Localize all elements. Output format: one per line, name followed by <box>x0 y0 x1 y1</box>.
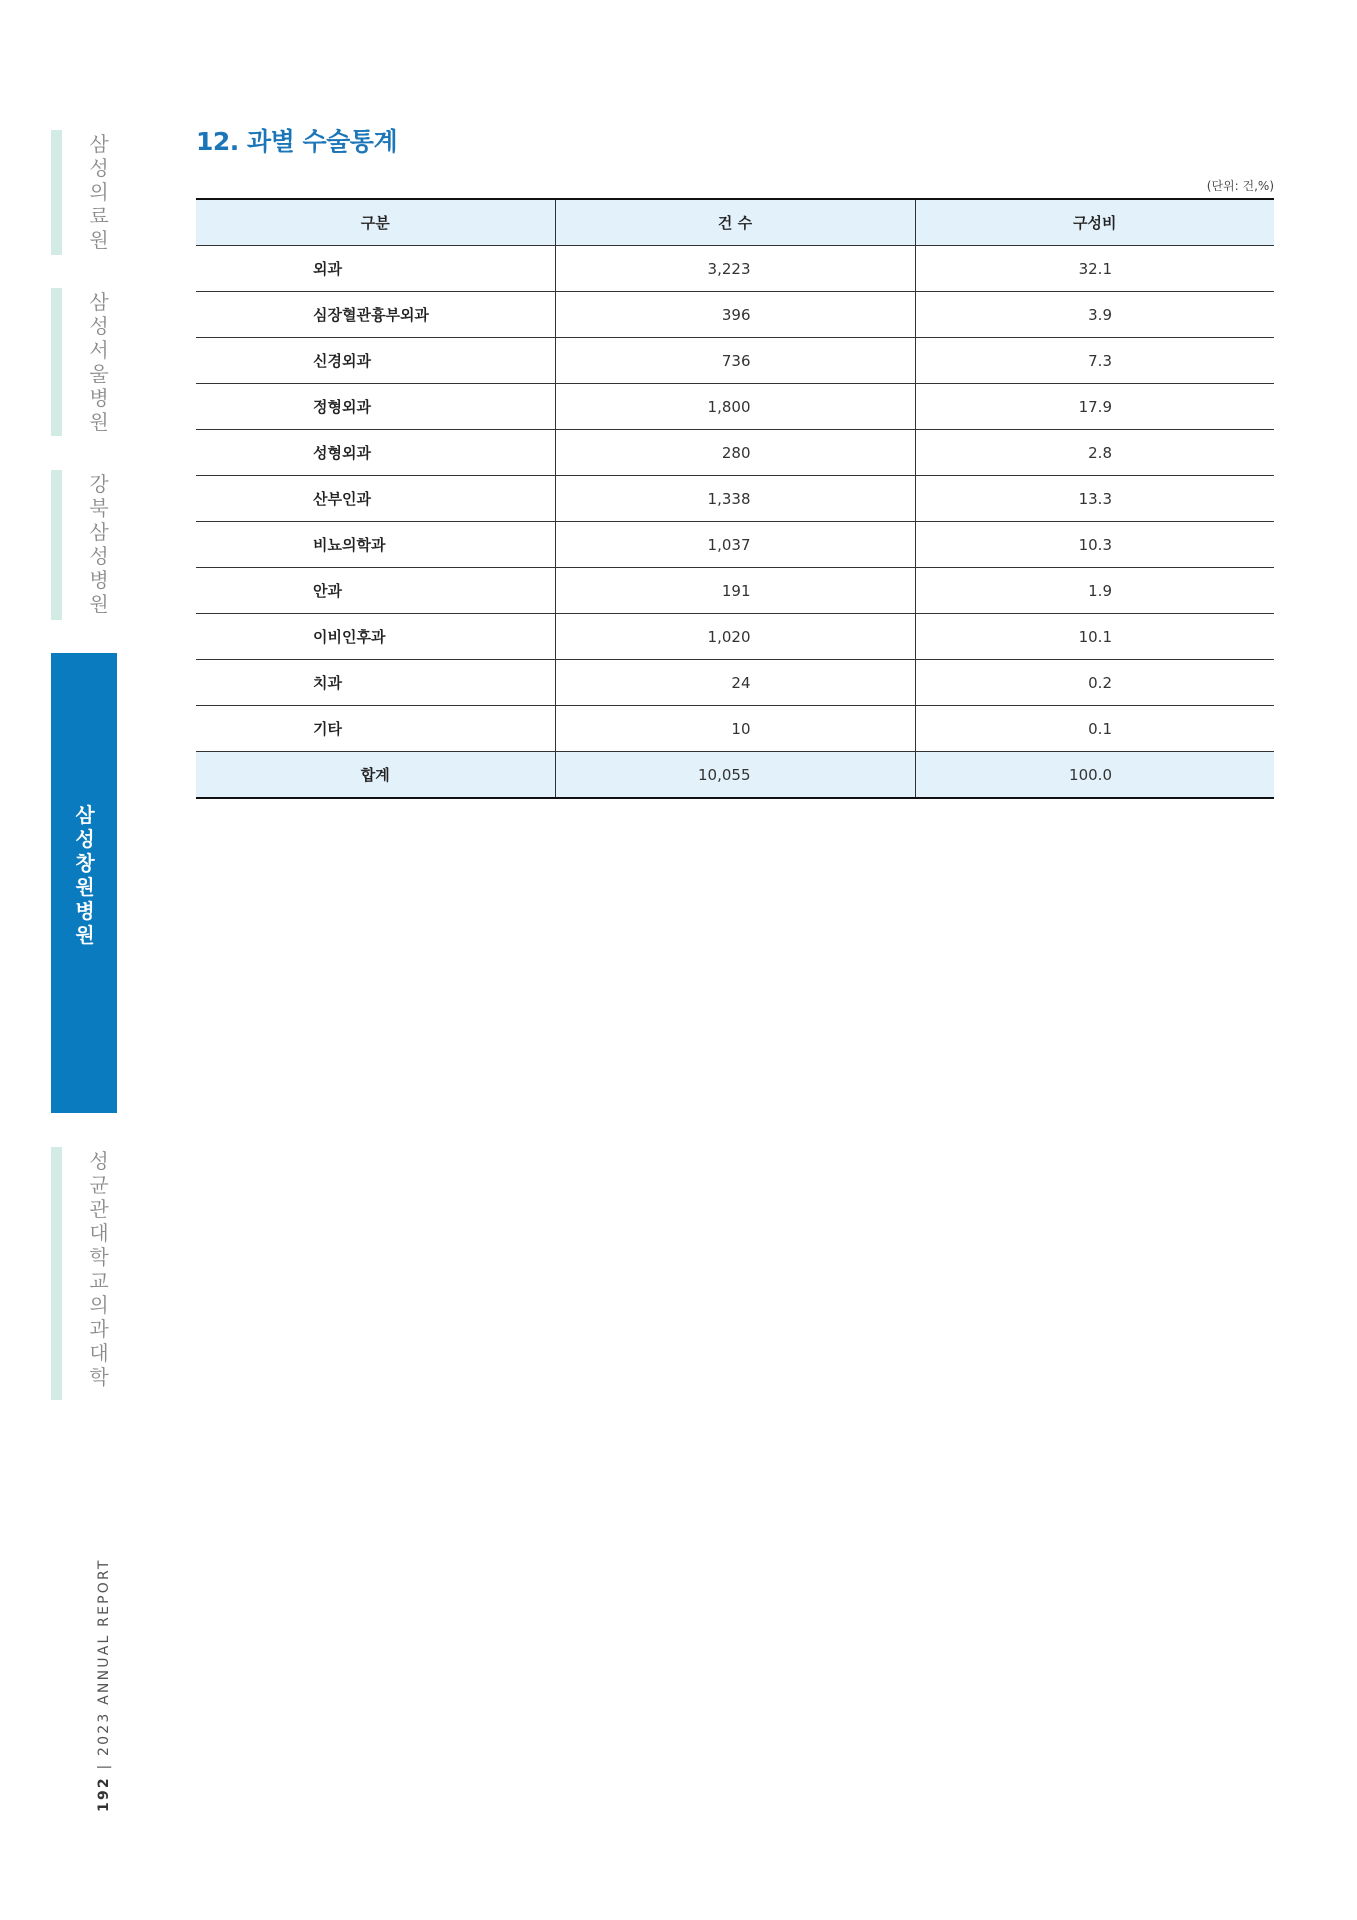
sidebar-tab-label: 강북삼성병원 <box>89 472 109 616</box>
sidebar-tab-skku-medical-school[interactable] <box>51 1147 117 1400</box>
cell-ratio: 7.3 <box>915 338 1274 384</box>
cell-count: 1,020 <box>555 614 915 660</box>
sidebar-tab-label: 성균관대학교 의과대학 <box>89 1149 109 1389</box>
page-title: 12. 과별 수술통계 <box>196 127 398 156</box>
unit-label: (단위: 건,%) <box>1206 179 1274 193</box>
cell-count: 280 <box>555 430 915 476</box>
page-footer <box>96 1558 112 1812</box>
cell-category: 비뇨의학과 <box>196 522 555 568</box>
cell-total-label: 합계 <box>196 752 555 799</box>
surgery-stats-table <box>196 198 1274 799</box>
tab-indicator-bar <box>51 288 62 436</box>
sidebar-tab-label: 삼성서울병원 <box>89 290 109 434</box>
cell-ratio: 2.8 <box>915 430 1274 476</box>
report-name: 2023 ANNUAL REPORT <box>96 1558 112 1756</box>
cell-count: 1,037 <box>555 522 915 568</box>
cell-count: 191 <box>555 568 915 614</box>
column-header-count: 건 수 <box>555 199 915 246</box>
table-row <box>196 338 1274 384</box>
cell-category: 정형외과 <box>196 384 555 430</box>
cell-category: 외과 <box>196 246 555 292</box>
cell-ratio: 13.3 <box>915 476 1274 522</box>
table-row <box>196 522 1274 568</box>
table-total-row <box>196 752 1274 799</box>
sidebar-tab-kangbuk-samsung-hospital[interactable] <box>51 470 117 620</box>
cell-category: 성형외과 <box>196 430 555 476</box>
column-header-ratio: 구성비 <box>915 199 1274 246</box>
cell-ratio: 17.9 <box>915 384 1274 430</box>
tab-indicator-bar <box>51 130 62 255</box>
table-row <box>196 568 1274 614</box>
page-number: 192 <box>96 1776 112 1812</box>
tab-indicator-bar <box>51 1147 62 1400</box>
table-header-row <box>196 199 1274 246</box>
cell-ratio: 3.9 <box>915 292 1274 338</box>
cell-category: 심장혈관흉부외과 <box>196 292 555 338</box>
cell-category: 안과 <box>196 568 555 614</box>
cell-ratio: 0.2 <box>915 660 1274 706</box>
footer-separator: | <box>96 1762 112 1770</box>
cell-count: 24 <box>555 660 915 706</box>
sidebar-tab-label: 삼성창원병원 <box>75 803 95 947</box>
cell-category: 치과 <box>196 660 555 706</box>
sidebar-tab-label: 삼성의료원 <box>89 132 109 252</box>
table-row <box>196 476 1274 522</box>
table-row <box>196 614 1274 660</box>
cell-count: 3,223 <box>555 246 915 292</box>
cell-ratio: 10.1 <box>915 614 1274 660</box>
cell-category: 이비인후과 <box>196 614 555 660</box>
cell-ratio: 1.9 <box>915 568 1274 614</box>
table-row <box>196 292 1274 338</box>
table-row <box>196 430 1274 476</box>
cell-count: 736 <box>555 338 915 384</box>
cell-ratio: 32.1 <box>915 246 1274 292</box>
cell-category: 신경외과 <box>196 338 555 384</box>
cell-category: 산부인과 <box>196 476 555 522</box>
cell-count: 1,800 <box>555 384 915 430</box>
table-row <box>196 384 1274 430</box>
cell-count: 396 <box>555 292 915 338</box>
sidebar-tab-samsung-changwon-hospital[interactable] <box>51 653 117 1113</box>
sidebar-tab-samsung-medical-center[interactable] <box>51 130 117 255</box>
cell-category: 기타 <box>196 706 555 752</box>
cell-count: 10 <box>555 706 915 752</box>
cell-ratio: 10.3 <box>915 522 1274 568</box>
sidebar-tab-samsung-seoul-hospital[interactable] <box>51 288 117 436</box>
column-header-category: 구분 <box>196 199 555 246</box>
cell-total-count: 10,055 <box>555 752 915 799</box>
tab-indicator-bar <box>51 470 62 620</box>
cell-total-ratio: 100.0 <box>915 752 1274 799</box>
cell-count: 1,338 <box>555 476 915 522</box>
table-row <box>196 246 1274 292</box>
table-row <box>196 660 1274 706</box>
cell-ratio: 0.1 <box>915 706 1274 752</box>
table-row <box>196 706 1274 752</box>
